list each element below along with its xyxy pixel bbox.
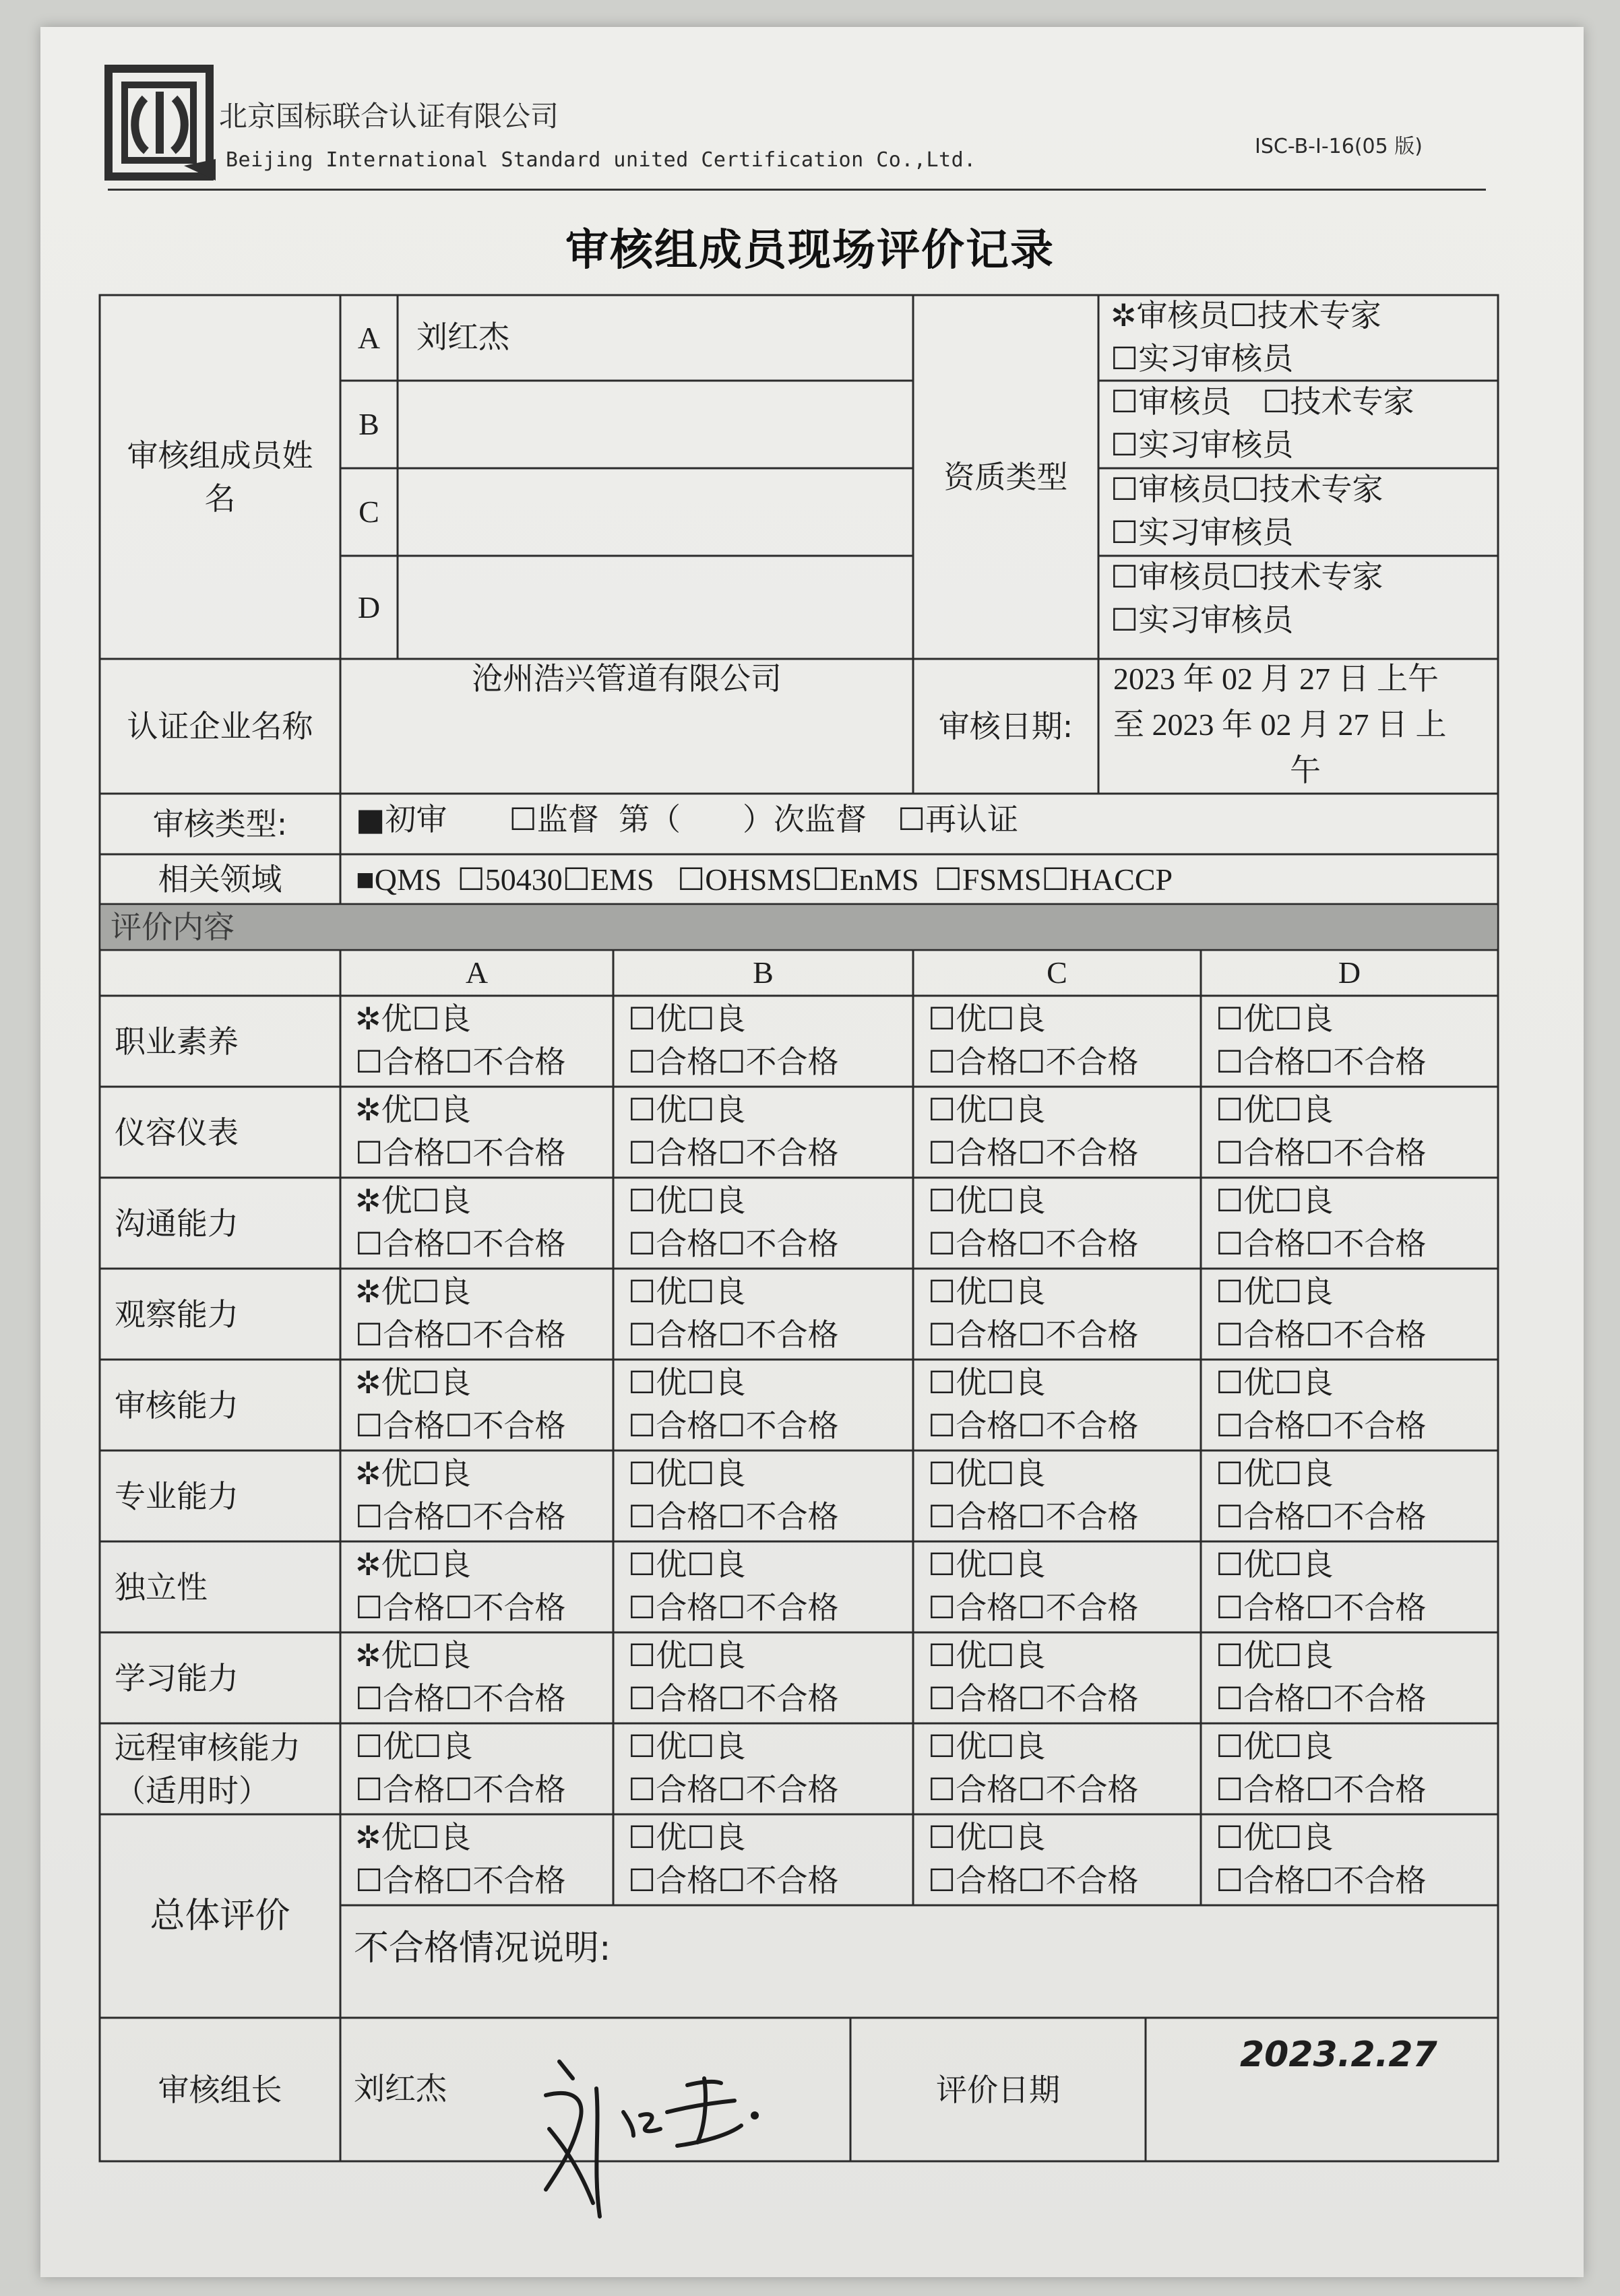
criterion-2-label-text: 仪容仪表 [115,1114,239,1151]
qualification-label: 资质类型 [943,459,1068,495]
rating-line-grade: ☐优☐良 [628,1819,746,1855]
rating-line-pass: ☐合格☐不合格 [628,1225,839,1262]
criterion-9-label [101,1723,339,1814]
criterion-7-rating-d[interactable] [1216,1543,1495,1631]
criterion-7-label-text: 独立性 [115,1568,208,1605]
rating-line-pass: ☐合格☐不合格 [1216,1044,1427,1080]
rating-line-pass: ☐合格☐不合格 [628,1407,839,1444]
rating-line-pass: ☐合格☐不合格 [355,1680,566,1717]
criterion-6-rating-b[interactable] [628,1452,910,1540]
rating-line-pass: ☐合格☐不合格 [355,1862,566,1899]
rating-line-pass: ☐合格☐不合格 [355,1407,566,1444]
rating-line-grade: ✲优☐良 [355,1000,471,1037]
criterion-1-rating-d[interactable] [1216,997,1495,1085]
rating-line-pass: ☐合格☐不合格 [928,1498,1139,1535]
rating-line-pass: ☐合格☐不合格 [1216,1862,1427,1899]
criterion-8-rating-d[interactable] [1216,1634,1495,1722]
rating-line-pass: ☐合格☐不合格 [628,1044,839,1080]
rating-line-grade: ✲优☐良 [355,1273,471,1310]
criterion-8-label [101,1632,339,1723]
qualification-c-line2: ☐实习审核员 [1111,514,1294,550]
column-header-d: D [1338,955,1361,990]
form-code: ISC-B-I-16(05 版) [1255,135,1423,158]
criterion-5-rating-b[interactable] [628,1361,910,1449]
column-header-c: C [1047,955,1067,990]
criterion-4-rating-a[interactable] [355,1270,611,1358]
rating-line-pass: ☐合格☐不合格 [928,1680,1139,1717]
criterion-1-label [101,996,339,1087]
rating-line-grade: ☐优☐良 [628,1091,746,1128]
leader-signature [532,2048,842,2223]
rating-line-grade: ☐优☐良 [1216,1091,1334,1128]
company-name-cn: 北京国标联合认证有限公司 [219,100,559,133]
criterion-4-rating-d[interactable] [1216,1270,1495,1358]
rating-line-grade: ☐优☐良 [1216,1637,1334,1673]
rating-line-grade: ☐优☐良 [628,1728,746,1764]
rating-line-grade: ☐优☐良 [628,1546,746,1583]
criterion-4-rating-b[interactable] [628,1270,910,1358]
rating-line-pass: ☐合格☐不合格 [628,1135,839,1171]
audit-date[interactable] [1113,656,1497,792]
qualification-b-line2: ☐实习审核员 [1111,426,1294,463]
rating-line-pass: ☐合格☐不合格 [1216,1498,1427,1535]
overall-rating-b[interactable] [628,1816,910,1904]
overall-label [101,1814,339,2018]
leader-label: 审核组长 [158,2071,282,2108]
criterion-4-label [101,1269,339,1360]
criterion-5-label [101,1360,339,1450]
rating-line-pass: ☐合格☐不合格 [928,1135,1139,1171]
audit-type-options[interactable]: ■初审 ☐监督 第（ ）次监督 ☐再认证 [356,801,1019,837]
rating-line-grade: ☐优☐良 [628,1364,746,1401]
evaluation-section-header: 评价内容 [101,905,1497,949]
rating-line-pass: ☐合格☐不合格 [628,1771,839,1808]
rating-line-pass: ☐合格☐不合格 [928,1407,1139,1444]
rating-line-grade: ☐优☐良 [628,1000,746,1037]
rating-line-grade: ☐优☐良 [928,1091,1046,1128]
criterion-1-rating-b[interactable] [628,997,910,1085]
rating-line-grade: ☐优☐良 [628,1273,746,1310]
audit-date-line2: 至 2023 年 02 月 27 日 上 [1113,707,1447,742]
rating-line-grade: ☐优☐良 [928,1273,1046,1310]
rating-line-grade: ☐优☐良 [1216,1364,1334,1401]
eval-date-label: 评价日期 [936,2071,1060,2108]
rating-line-grade: ✲优☐良 [355,1455,471,1492]
audit-date-label: 审核日期: [938,708,1073,744]
qualification-d-line2: ☐实习审核员 [1111,602,1294,638]
rating-line-pass: ☐合格☐不合格 [928,1316,1139,1353]
rating-line-grade: ☐优☐良 [928,1000,1046,1037]
criterion-5-rating-a[interactable] [355,1361,611,1449]
qualification-b-line1: ☐审核员 ☐技术专家 [1111,383,1414,420]
qualification-d[interactable] [1111,555,1495,656]
rating-line-grade: ☐优☐良 [1216,1546,1334,1583]
criterion-9-label-text: 远程审核能力 [115,1729,301,1766]
criterion-9-rating-c[interactable] [928,1725,1198,1813]
audit-date-line1: 2023 年 02 月 27 日 上午 [1113,662,1439,696]
criterion-2-rating-d[interactable] [1216,1088,1495,1176]
rating-line-pass: ☐合格☐不合格 [628,1316,839,1353]
rating-line-pass: ☐合格☐不合格 [1216,1135,1427,1171]
rating-line-grade: ✲优☐良 [355,1091,471,1128]
criterion-6-rating-d[interactable] [1216,1452,1495,1540]
member-b-letter: B [359,407,379,441]
rating-line-pass: ☐合格☐不合格 [1216,1680,1427,1717]
nonconformity-label: 不合格情况说明: [354,1928,611,1969]
criterion-2-rating-c[interactable] [928,1088,1198,1176]
overall-rating-c[interactable] [928,1816,1198,1904]
rating-line-grade: ☐优☐良 [928,1546,1046,1583]
rating-line-grade: ☐优☐良 [628,1455,746,1492]
company-label: 认证企业名称 [127,708,313,744]
rating-line-grade: ☐优☐良 [928,1455,1046,1492]
criterion-2-rating-a[interactable] [355,1088,611,1176]
rating-line-grade: ✲优☐良 [355,1637,471,1673]
criterion-7-rating-b[interactable] [628,1543,910,1631]
criterion-6-rating-c[interactable] [928,1452,1198,1540]
rating-line-pass: ☐合格☐不合格 [928,1862,1139,1899]
criterion-2-rating-b[interactable] [628,1088,910,1176]
overall-rating-a[interactable] [355,1816,611,1904]
member-a-letter: A [357,320,381,355]
audit-type-label: 审核类型: [152,806,288,842]
members-label: 审核组成员姓名 [127,437,313,517]
rating-line-grade: ✲优☐良 [355,1546,471,1583]
rating-line-pass: ☐合格☐不合格 [928,1044,1139,1080]
criterion-1-label-text: 职业素养 [115,1023,239,1060]
qualification-c-line1: ☐审核员☐技术专家 [1111,471,1383,507]
criterion-4-label-text: 观察能力 [115,1296,239,1333]
column-header-b: B [753,955,774,990]
rating-line-pass: ☐合格☐不合格 [1216,1589,1427,1626]
criterion-7-label [101,1541,339,1632]
criterion-7-rating-c[interactable] [928,1543,1198,1631]
column-header-a: A [465,955,489,990]
criterion-4-rating-c[interactable] [928,1270,1198,1358]
rating-line-grade: ☐优☐良 [1216,1182,1334,1219]
rating-line-pass: ☐合格☐不合格 [1216,1407,1427,1444]
rating-line-grade: ☐优☐良 [928,1637,1046,1673]
criterion-8-rating-c[interactable] [928,1634,1198,1722]
rating-line-pass: ☐合格☐不合格 [628,1680,839,1717]
rating-line-grade: ☐优☐良 [1216,1455,1334,1492]
criterion-5-label-text: 审核能力 [115,1386,239,1424]
criterion-5-rating-d[interactable] [1216,1361,1495,1449]
rating-line-pass: ☐合格☐不合格 [1216,1771,1427,1808]
criterion-9-rating-d[interactable] [1216,1725,1495,1813]
rating-line-grade: ✲优☐良 [355,1364,471,1401]
criterion-2-label [101,1087,339,1178]
qualification-a[interactable] [1111,294,1495,380]
rating-line-grade: ✲优☐良 [355,1182,471,1219]
criterion-3-rating-a[interactable] [355,1179,611,1267]
rating-line-pass: ☐合格☐不合格 [628,1862,839,1899]
criterion-3-rating-d[interactable] [1216,1179,1495,1267]
overall-rating-d[interactable] [1216,1816,1495,1904]
rating-line-grade: ✲优☐良 [355,1819,471,1855]
rating-line-grade: ☐优☐良 [1216,1273,1334,1310]
member-d-letter: D [357,589,381,625]
rating-line-pass: ☐合格☐不合格 [928,1771,1139,1808]
criterion-7-rating-a[interactable] [355,1543,611,1631]
qualification-a-line2: ☐实习审核员 [1111,340,1294,377]
criterion-8-rating-b[interactable] [628,1634,910,1722]
company-name[interactable]: 沧州浩兴管道有限公司 [472,660,782,697]
criterion-9-rating-b[interactable] [628,1725,910,1813]
rating-line-grade: ☐优☐良 [1216,1728,1334,1764]
qualification-a-line1: ✲审核员☐技术专家 [1111,297,1381,333]
criterion-8-label-text: 学习能力 [115,1659,239,1696]
member-d-name[interactable] [416,585,902,639]
criterion-9-rating-a[interactable] [355,1725,611,1813]
rating-line-pass: ☐合格☐不合格 [1216,1225,1427,1262]
domain-options[interactable]: ■QMS ☐50430☐EMS ☐OHSMS☐EnMS ☐FSMS☐HACCP [356,862,1173,897]
leader-name[interactable]: 刘红杰 [354,2070,447,2107]
member-c-name[interactable] [416,490,902,544]
criterion-3-rating-b[interactable] [628,1179,910,1267]
rating-line-grade: ☐优☐良 [1216,1000,1334,1037]
rating-line-grade: ☐优☐良 [928,1364,1046,1401]
criterion-6-rating-a[interactable] [355,1452,611,1540]
criterion-6-label-text: 专业能力 [115,1477,239,1514]
criterion-3-label [101,1178,339,1269]
company-name-en: Beijing International Standard united Certification Co.,Ltd. [226,148,976,172]
rating-line-pass: ☐合格☐不合格 [355,1135,566,1171]
rating-line-pass: ☐合格☐不合格 [628,1589,839,1626]
member-a-name[interactable]: 刘红杰 [416,319,509,355]
criterion-8-rating-a[interactable] [355,1634,611,1722]
overall-label-text: 总体评价 [150,1896,290,1936]
rating-line-grade: ☐优☐良 [628,1182,746,1219]
member-c-letter: C [359,495,379,529]
qualification-b[interactable] [1111,380,1495,466]
audit-date-line3: 午 [1290,753,1321,788]
rating-line-grade: ☐优☐良 [355,1728,473,1764]
rating-line-grade: ☐优☐良 [928,1728,1046,1764]
rating-line-grade: ☐优☐良 [628,1637,746,1673]
criterion-9-label-note: （适用时） [115,1772,270,1809]
member-b-name[interactable] [416,403,902,457]
rating-line-pass: ☐合格☐不合格 [928,1589,1139,1626]
qualification-c[interactable] [1111,468,1495,554]
criterion-5-rating-c[interactable] [928,1361,1198,1449]
criterion-6-label [101,1450,339,1541]
criterion-1-rating-c[interactable] [928,997,1198,1085]
rating-line-pass: ☐合格☐不合格 [928,1225,1139,1262]
criterion-3-rating-c[interactable] [928,1179,1198,1267]
rating-line-grade: ☐优☐良 [928,1182,1046,1219]
domain-label: 相关领域 [158,861,282,897]
qualification-d-line1: ☐审核员☐技术专家 [1111,559,1383,595]
rating-line-pass: ☐合格☐不合格 [355,1771,566,1808]
rating-line-pass: ☐合格☐不合格 [355,1225,566,1262]
criterion-1-rating-a[interactable] [355,997,611,1085]
eval-date-value[interactable]: 2023.2.27 [1240,2035,1437,2075]
form-title: 审核组成员现场评价记录 [565,226,1055,276]
rating-line-pass: ☐合格☐不合格 [1216,1316,1427,1353]
criterion-3-label-text: 沟通能力 [115,1205,239,1242]
rating-line-grade: ☐优☐良 [1216,1819,1334,1855]
rating-line-pass: ☐合格☐不合格 [628,1498,839,1535]
rating-line-pass: ☐合格☐不合格 [355,1044,566,1080]
rating-line-pass: ☐合格☐不合格 [355,1316,566,1353]
rating-line-pass: ☐合格☐不合格 [355,1498,566,1535]
rating-line-grade: ☐优☐良 [928,1819,1046,1855]
rating-line-pass: ☐合格☐不合格 [355,1589,566,1626]
